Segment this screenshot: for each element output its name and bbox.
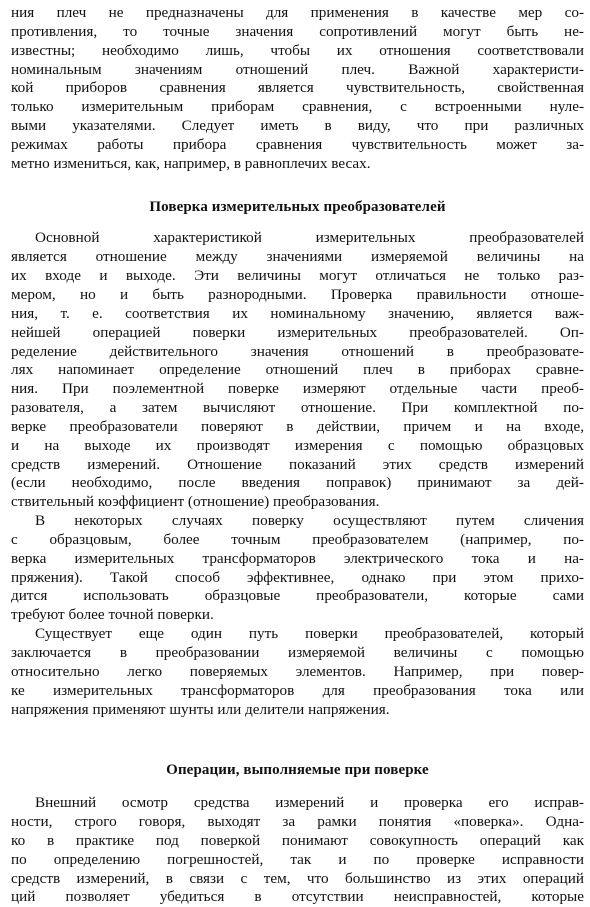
text-line: Существует еще один путь поверки преобразователей, который (35, 625, 584, 643)
text-line: по определению погрешностей, так и по проверке исправности (11, 850, 584, 868)
spacer (11, 780, 584, 794)
text-line: кой приборов сравнения является чувствительность, свойственная (11, 79, 584, 97)
text-line: номинальным значениям отношений плеч. Важной характеристи- (11, 60, 584, 78)
text-line: относительно легко поверяемых элементов. Например, при повер- (11, 662, 584, 680)
intro-paragraph (11, 4, 584, 174)
text-line: ределение действительного значения отношений в преобразовате- (11, 342, 584, 360)
section-heading-transducers: Поверка измерительных преобразователей (149, 198, 446, 215)
text-line: режимах работы прибора сравнения чувствительность может за- (11, 135, 584, 153)
text-line: известны; необходимо лишь, чтобы их отношения соответствовали (11, 41, 584, 59)
text-line: ния, т. е. соответствия их номинальному значению, является важ- (11, 304, 584, 322)
text-line: только измерительным приборам сравнения, с встроенными нуле- (11, 98, 584, 116)
text-line: Основной характеристикой измерительных преобразователей (35, 229, 584, 247)
text-line: их входе и выходе. Эти величины могут отличаться не только раз- (11, 267, 584, 285)
spacer (11, 174, 584, 198)
text-line: и на выходе их производят измерения с помощью образцовых (11, 436, 584, 454)
text-line: (если необходимо, после введения поправок) принимают за дей- (11, 474, 584, 492)
text-line: ния плеч не предназначены для применения в качестве мер со- (11, 4, 584, 21)
section-heading-operations: Операции, выполняемые при поверке (166, 762, 429, 779)
text-line: требуют более точной поверки. (11, 606, 214, 624)
text-line: противления, то точные значения сопротивлений могут быть не- (11, 22, 584, 40)
text-line: мером, но и быть разнородными. Проверка правильности отноше- (11, 285, 584, 303)
text-line: ций позволяет убедиться в отсутствии неисправностей, которые (11, 888, 584, 906)
paragraph-transducers-2 (11, 512, 584, 625)
paragraph-transducers-3 (11, 625, 584, 719)
text-line: ке измерительных трансформаторов для преобразования тока или (11, 681, 584, 699)
text-line: выми указателями. Следует иметь в виду, что при различных (11, 117, 584, 135)
spacer (11, 216, 584, 229)
paragraph-operations-1 (11, 794, 584, 907)
text-line: ности, строго говоря, выходят за рамки понятия «поверка». Одна- (11, 813, 584, 831)
text-line: метно измениться, как, например, в равноплечих весах. (11, 154, 371, 172)
text-line: ствительный коэффициент (отношение) преобразования. (11, 493, 380, 511)
text-line: напряжения применяют шунты или делители напряжения. (11, 700, 390, 718)
text-line: ния. При поэлементной поверке измеряют отдельные части преоб- (11, 380, 584, 398)
text-line: средств измерений, в связи с тем, что большинство из этих операций (11, 869, 584, 887)
text-line: разователя, а затем вычисляют отношение. При комплектной по- (11, 399, 584, 417)
text-line: средств измерений. Отношение показаний этих средств измерений (11, 455, 584, 473)
spacer (11, 719, 584, 761)
text-line: лях напоминает определение отношений плеч в приборах сравне- (11, 361, 584, 379)
text-line: пряжения). Такой способ эффективнее, однако при этом прихо- (11, 568, 584, 586)
text-line: Внешний осмотр средства измерений и проверка его исправ- (35, 794, 584, 812)
text-line: нейшей операцией поверки измерительных преобразователей. Оп- (11, 323, 584, 341)
text-line: с образцовым, более точным преобразователем (например, по- (11, 530, 584, 548)
text-line: заключается в преобразовании измеряемой величины с помощью (11, 644, 584, 661)
text-line: является отношение между значениями измеряемой величины на (11, 248, 584, 266)
text-line: дится использовать образцовые преобразователи, которые сами (11, 587, 584, 605)
text-line: В некоторых случаях поверку осуществляют путем сличения (35, 512, 584, 530)
text-line: ко в практике под поверкой понимают совокупность операций как (11, 831, 584, 849)
paragraph-transducers-1 (11, 229, 584, 512)
text-line: верке преобразователи поверяют в действии, причем и на входе, (11, 417, 584, 435)
text-line: верка измерительных трансформаторов электрического тока и на- (11, 549, 584, 567)
